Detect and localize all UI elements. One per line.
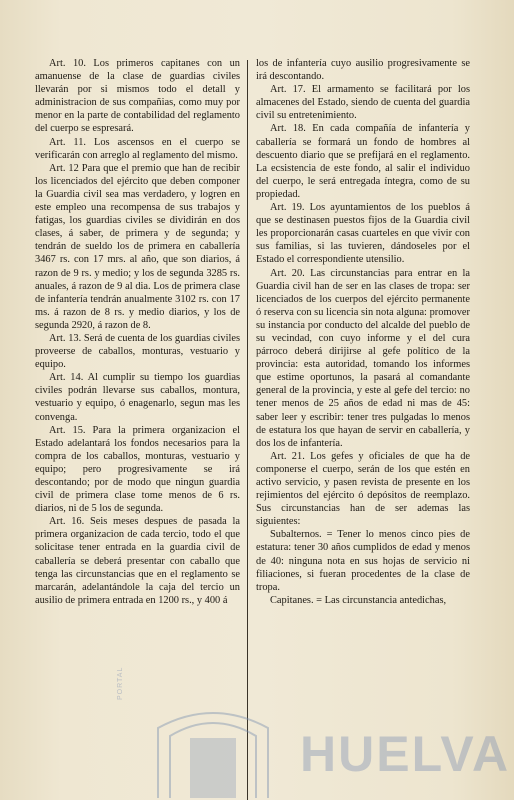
article-10: Art. 10. Los primeros capitanes con un amanuense de la clase de guardias civiles llevarán por si mismos todo el detall y administracion de sus compañias, como muy por menor en la parte de contabilidad del reglamento del cuerpo se espresará.	[35, 58, 240, 135]
article-20: Art. 20. Las circunstancias para entrar en la Guardia civil han de ser en las clases de tropa: ser licenciados de los cuerpos del ejército permanente ó reserva con su licencia sin nota alguna: promover su instancia por conducto del alcalde del pueblo de su vecindad, con cuyo informe y el del cura párroco deberá dirijirse al gefe político de la provincia: esta autoridad, tomando los informes que estime oportunos, la pasará al comandante general de la provincia, y este al gefe del tercio: no tener menos de 25 años de edad ni mas de 45: saber leer y escribir: tener tres pulgadas lo menos de estatura los que hayan de servir en caballería, y dos los de infantería.	[256, 267, 470, 449]
article-15: Art. 15. Para la primera organizacion el Estado adelantará los fondos necesarios para la compra de los caballos, monturas, vestuario y equipo; pero progresivamente se irá descontando; por de modo que ningun guardia civil de primera clase tome menos de 6 rs. diarios, ni de 5 los de segunda.	[35, 424, 240, 515]
article-17: Art. 17. El armamento se facilitará por los almacenes del Estado, siendo de cuenta del guardia civil su entretenimiento.	[256, 84, 470, 122]
seal-watermark-icon	[138, 698, 288, 800]
article-11: Art. 11. Los ascensos en el cuerpo se verificarán con arreglo al reglamento del mismo.	[35, 136, 240, 161]
article-16-continued: los de infantería cuyo ausilio progresivamente se irá descontando.	[256, 58, 470, 83]
left-column	[35, 57, 240, 607]
subalternos-requirements: Subalternos. = Tener lo menos cinco pies de estatura: tener 30 años cumplidos de edad y menos de 40: ninguna nota en sus hojas de servicio ni filiaciones, si fueran procedentes de la clase de tropa.	[256, 529, 470, 593]
article-18: Art. 18. En cada compañía de infantería y caballería se formará un fondo de hombres al descuento diario que se prefijará en el reglamento. La ecsistencia de este fondo, al salir el individuo del cuerpo, le será entregada íntegra, como de su propiedad.	[256, 123, 470, 200]
watermark-side-label: PORTAL	[117, 666, 124, 700]
article-12: Art. 12 Para que el premio que han de recibir los licenciados del ejército que deben componer la Guardia civil sea mas verdadero, y logren en este empleo una recompensa de sus trabajos y fatigas, los guardias civiles se dividirán en dos clases, á saber, de primera y de segunda; y tendrán de sueldo los de primera en caballería 3467 rs. con 17 mrs. al año, que son diarios, á razon de 9 rs. y medio; y los de segunda 3285 rs. anuales, á razon de 9 al dia. Los de primera clase de infantería tendrán anualmente 3102 rs. con 17 ms. á razon de 8 rs. y medio diarios, y los de segunda 2920, á razon de 8.	[35, 162, 240, 331]
article-21: Art. 21. Los gefes y oficiales de que ha de componerse el cuerpo, serán de los que estén en activo servicio, y pasen revista de presente en los rejimientos del ejército ó depósitos de reemplazo. Sus circunstancias han de ser ademas las siguientes:	[256, 450, 470, 528]
article-19: Art. 19. Los ayuntamientos de los pueblos á que se destinasen puestos fijos de la Guardia civil les proporcionarán casas cuarteles en que vivir con sus familias, si las tuvieren, dándoseles por el Estado el correspondiente utensilio.	[256, 202, 470, 266]
article-16: Art. 16. Seis meses despues de pasada la primera organizacion de cada tercio, todo el que solicitase tener entrada en la guardia civil de caballería se deberá presentar con caballo que tenga las circunstancias que en el reglamento se marcarán, adelantándole la caja del tercio un ausilio de primera entrada en 1200 rs., y 400 á	[35, 516, 240, 606]
watermark-label: HUELVA	[300, 726, 511, 782]
capitanes-requirements: Capitanes. = Las circunstancia antedichas,	[270, 594, 447, 606]
article-13: Art. 13. Será de cuenta de los guardias civiles proveerse de caballos, monturas, vestuario y equipo.	[35, 332, 240, 371]
column-divider	[247, 60, 248, 800]
article-14: Art. 14. Al cumplir su tiempo los guardias civiles podrán llevarse sus caballos, montura, vestuario y equipo, ó enagenarlo, segun mas les convenga.	[35, 372, 240, 423]
right-column	[256, 57, 470, 607]
